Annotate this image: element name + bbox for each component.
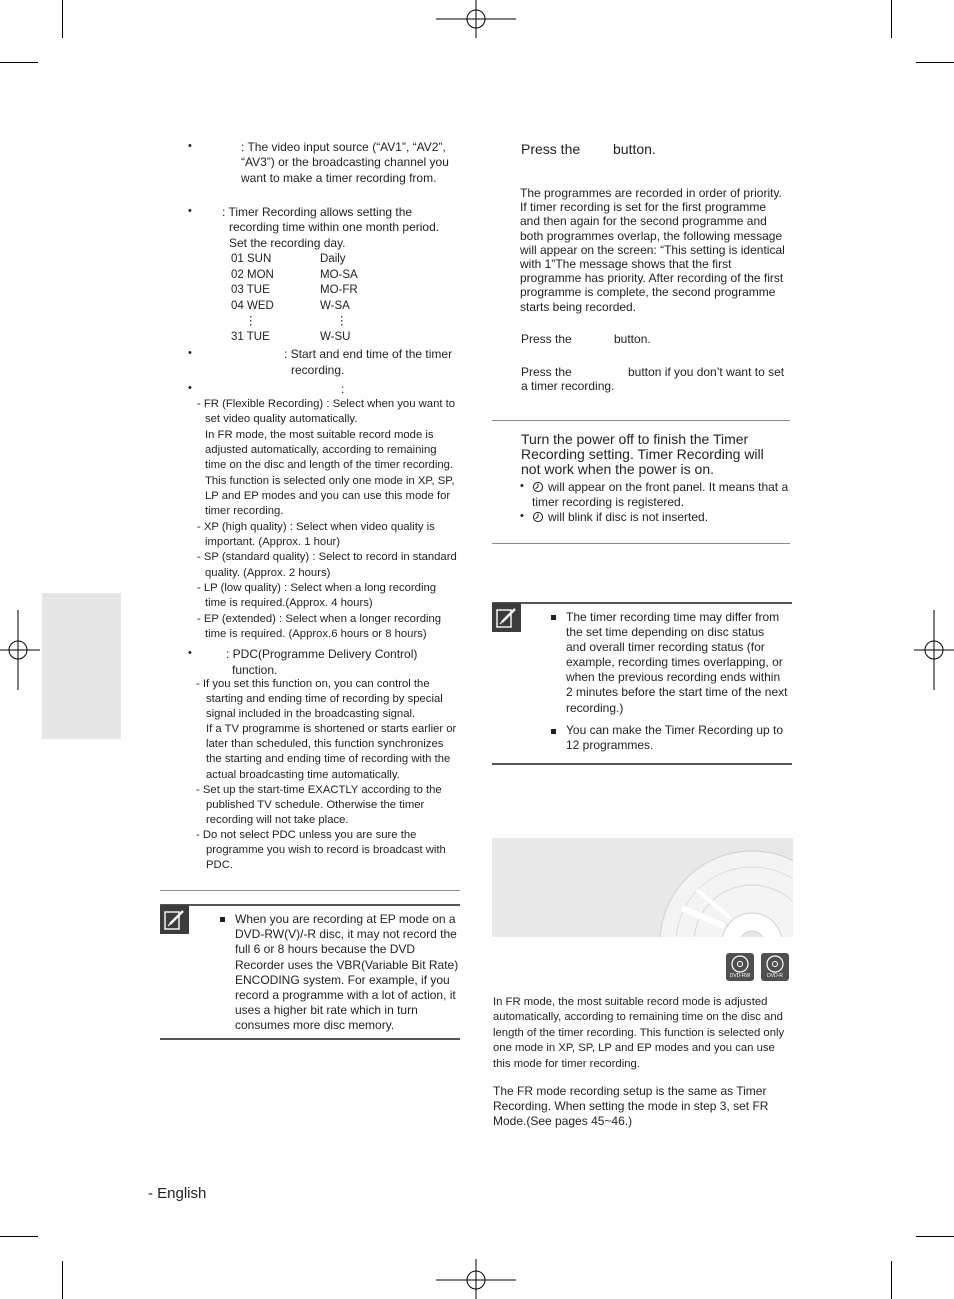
bullet-icon: • [188, 347, 192, 359]
pdc-line: starting and ending time of recording by special [206, 693, 443, 706]
timer-clock-icon [532, 481, 544, 493]
date-description-line: Set the recording day. [229, 236, 346, 250]
square-bullet-icon [551, 615, 556, 620]
mode-ep [197, 612, 462, 643]
note-line: uses a higher bit rate which in turn [235, 1003, 418, 1018]
square-bullet-icon [220, 917, 225, 922]
power-bullet-line: timer recording is registered. [532, 495, 685, 509]
note-line: You can make the Timer Recording up to [566, 723, 784, 737]
crop-mark [62, 1261, 63, 1299]
note-line: When you are recording at EP mode on a [235, 912, 456, 926]
power-bullet-line: will blink if disc is not inserted. [548, 510, 709, 524]
priority-line: both programmes overlap, the following message [520, 228, 783, 243]
fr-paragraph-2 [493, 1084, 791, 1130]
badge-label: DVD-RW [729, 973, 751, 979]
mode-line: time on the disc and length of the timer recording. [205, 459, 454, 472]
crop-mark [0, 1236, 38, 1237]
press-return-button-label: button if you don’t want to set [628, 365, 785, 379]
press-ok-button-label: button. [614, 332, 651, 346]
source-description: : The video input source (“AV1”, “AV2”, “AV3”) or the broadcasting channel you want to make a timer recording from. [241, 140, 449, 185]
divider [160, 890, 460, 891]
mode-line: time is required.(Approx. 4 hours) [205, 597, 373, 610]
crop-mark [891, 0, 892, 38]
crop-mark [916, 1236, 954, 1237]
side-tab [42, 593, 121, 739]
page-footer: - English [148, 1185, 207, 1202]
mode-list [197, 397, 462, 643]
note-line: DVD-RW(V)/-R disc, it may not record the [235, 927, 457, 942]
priority-line: programme has priority. After recording of the first [520, 271, 784, 286]
note-line: example, recording times overlapping, or [566, 655, 783, 670]
square-bullet-icon [551, 729, 556, 734]
mode-lp [197, 581, 462, 612]
divider [492, 543, 790, 544]
priority-paragraph [520, 186, 792, 314]
day-item: MO-FR [320, 284, 358, 296]
note-pencil-icon [160, 905, 189, 934]
crop-mark [891, 1261, 892, 1299]
day-item: 03 TUE [231, 284, 270, 296]
note-top-rule [492, 602, 792, 604]
crop-mark [0, 62, 38, 63]
registration-mark-icon [436, 0, 516, 40]
pdc-line: recording will not take place. [206, 813, 349, 826]
pdc-line: - Do not select PDC unless you are sure the [196, 828, 417, 841]
mode-fr [197, 397, 462, 520]
note-line: and overall timer recording status (for [566, 640, 765, 655]
dvd-rw-badge [726, 953, 754, 981]
time-description-line: recording. [291, 363, 345, 377]
fr-line: one mode in XP, SP, LP and EP modes and you can use [493, 1042, 775, 1055]
dvd-r-badge [761, 953, 789, 981]
note-line: recording.) [566, 700, 624, 715]
mode-line: quality. (Approx. 2 hours) [205, 566, 331, 579]
day-item: Daily [320, 253, 346, 265]
mode-xp [197, 520, 462, 551]
step-press-label: Press the [521, 141, 581, 157]
priority-line: and then again for the second programme and [520, 214, 767, 229]
pdc-line: signal included in the broadcasting signal. [206, 708, 416, 721]
pdc-line: published TV schedule. Otherwise the timer [206, 798, 425, 811]
priority-line: programme is complete, the second programme [520, 285, 776, 300]
day-list-col1 [231, 252, 274, 345]
mode-line: - SP (standard quality) : Select to record in standard [197, 551, 457, 564]
step-button-label: button. [613, 141, 656, 157]
registration-mark-icon [914, 610, 954, 690]
day-item: 01 SUN [231, 253, 272, 265]
time-description-line: : Start and end time of the timer [284, 347, 453, 361]
mode-colon: : [341, 382, 345, 396]
pdc-line: If a TV programme is shortened or starts earlier or [206, 723, 457, 736]
fr-line: The FR mode recording setup is the same as Timer [493, 1084, 767, 1098]
mode-line: In FR mode, the most suitable record mode is [205, 428, 434, 441]
note-bottom-rule [492, 763, 792, 765]
day-item: ⋮ [245, 315, 257, 327]
note-line: the set time depending on disc status [566, 625, 765, 640]
day-item: ⋮ [336, 315, 348, 327]
pdc-line: later than scheduled, this function synchronizes [206, 738, 444, 751]
bullet-icon: • [188, 647, 192, 659]
note-line: 2 minutes before the start time of the next [566, 685, 788, 700]
pdc-item [196, 828, 462, 873]
crop-mark [62, 0, 63, 38]
press-return-label: Press the [521, 365, 572, 379]
mode-line: - XP (high quality) : Select when video quality is [197, 520, 435, 533]
priority-line: with 1”The message shows that the first [520, 257, 732, 272]
priority-line: starts being recorded. [520, 299, 637, 314]
registration-mark-icon [436, 1259, 516, 1299]
pdc-item [196, 677, 462, 783]
mode-line: set video quality automatically. [205, 413, 358, 426]
day-item: 04 WED [231, 299, 274, 312]
mode-line: This function is selected only one mode in XP, SP, [205, 474, 455, 487]
note-line: consumes more disc memory. [235, 1018, 395, 1033]
mode-line: - LP (low quality) : Select when a long recording [197, 582, 437, 595]
mode-line: time is required. (Approx.6 hours or 8 hours) [205, 628, 427, 641]
pdc-line: the starting and ending time of recording with the [206, 753, 451, 766]
mode-sp [197, 550, 462, 581]
pdc-item [196, 783, 462, 828]
press-return-line2: a timer recording. [521, 379, 615, 393]
divider [492, 420, 790, 421]
note-bottom-rule [160, 1038, 460, 1040]
bullet-icon: • [188, 382, 192, 394]
power-off-line: not work when the power is on. [521, 461, 714, 477]
note-line: full 6 or 8 hours because the DVD [235, 942, 416, 957]
pdc-description-line: : PDC(Programme Delivery Control) [226, 647, 418, 661]
fr-line: In FR mode, the most suitable record mode is adjusted [493, 996, 768, 1008]
priority-line: The programmes are recorded in order of priority. [520, 186, 782, 200]
timer-clock-icon [532, 511, 544, 523]
pdc-line: actual broadcasting time automatically. [206, 768, 400, 781]
mode-line: important. (Approx. 1 hour) [205, 536, 340, 549]
left-note-text [235, 912, 465, 1034]
note-pencil-icon [492, 603, 521, 632]
fr-line: length of the timer recording. This function is selected only [493, 1026, 785, 1039]
mode-line: - FR (Flexible Recording) : Select when you want to [197, 398, 456, 410]
power-off-line: Turn the power off to finish the Timer [521, 431, 749, 447]
priority-line: will appear on the screen: “This setting is identical [520, 242, 785, 257]
power-off-instruction [521, 432, 791, 477]
note-line: Recorder uses the VBR(Variable Bit Rate) [235, 957, 459, 972]
fr-header-band [492, 838, 793, 937]
bullet-icon: • [188, 205, 192, 217]
right-note-item [566, 610, 792, 716]
day-item: W-SU [320, 330, 351, 343]
fr-line: Recording. When setting the mode in step 3, set FR [493, 1099, 769, 1114]
note-line: record a programme with a lot of action, it [235, 988, 456, 1003]
bullet-icon: • [520, 510, 524, 522]
note-line: when the previous recording ends within [566, 670, 781, 685]
mode-line: - EP (extended) : Select when a longer recording [197, 612, 442, 625]
press-ok-label: Press the [521, 332, 572, 346]
priority-line: If timer recording is set for the first programme [520, 200, 767, 215]
fr-line: this mode for timer recording. [493, 1057, 640, 1070]
day-list-col2 [320, 252, 358, 345]
note-line: The timer recording time may differ from [566, 610, 780, 624]
note-line: 12 programmes. [566, 738, 654, 753]
day-item: MO-SA [320, 268, 358, 281]
crop-mark [916, 62, 954, 63]
pdc-line: - If you set this function on, you can control the [196, 678, 430, 690]
day-item: W-SA [320, 299, 350, 312]
fr-paragraph-1 [493, 995, 791, 1072]
mode-line: LP and EP modes and you can use this mode for [205, 490, 451, 503]
date-description-line: : Timer Recording allows setting the [222, 205, 413, 219]
pdc-list [196, 677, 462, 873]
pdc-line: programme you wish to record is broadcast with [206, 844, 446, 857]
day-item: 31 TUE [231, 330, 270, 343]
fr-line: Mode.(See pages 45~46.) [493, 1114, 633, 1129]
note-line: ENCODING system. For example, if you [235, 972, 450, 987]
date-description-line: recording time within one month period. [229, 220, 440, 234]
fr-line: automatically, according to remaining time on the disc and [493, 1011, 783, 1024]
mode-line: adjusted automatically, according to remaining [205, 444, 437, 457]
bullet-icon: • [520, 480, 524, 492]
power-off-line: Recording setting. Timer Recording will [521, 446, 764, 462]
mode-line: timer recording. [205, 505, 284, 518]
day-item: 02 MON [231, 268, 274, 281]
registration-mark-icon [0, 610, 40, 690]
pdc-line: - Set up the start-time EXACTLY according to the [196, 783, 442, 796]
power-bullet-line: will appear on the front panel. It means that a [548, 480, 789, 494]
bullet-icon: • [188, 140, 192, 152]
disc-graphic-icon [492, 838, 793, 937]
pdc-line: PDC. [206, 859, 233, 872]
pdc-description-line: function. [232, 663, 278, 677]
right-note-item [566, 723, 792, 753]
note-top-rule [160, 904, 460, 906]
badge-label: DVD-R [767, 973, 783, 979]
